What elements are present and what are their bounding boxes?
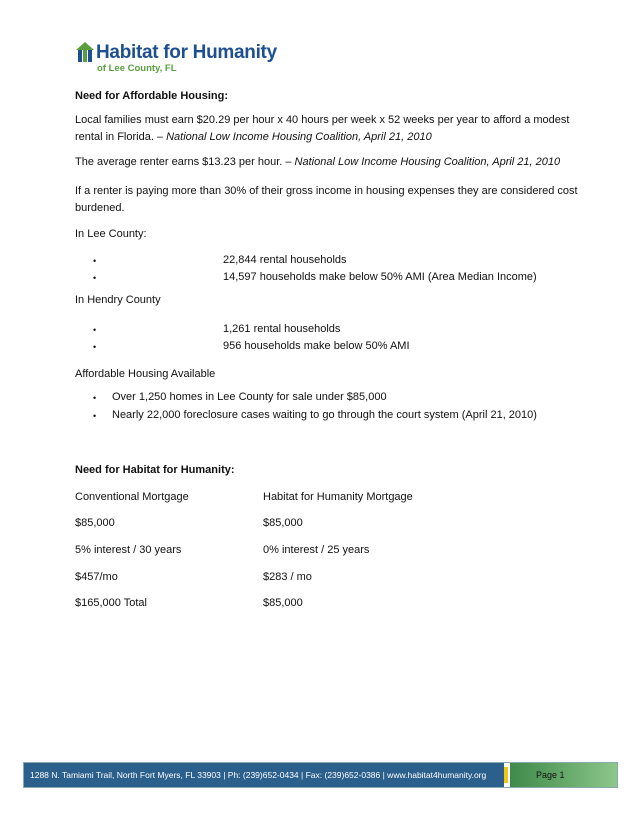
habitat-cell: $283 / mo — [263, 571, 312, 583]
lee-below-ami: 14,597 households make below 50% AMI (Area Median Income) — [223, 271, 537, 283]
page-number: Page 1 — [510, 763, 617, 787]
affordable-housing-heading: Need for Affordable Housing: — [75, 90, 228, 102]
earnings-citation: National Low Income Housing Coalition, April 21, 2010 — [166, 131, 432, 143]
bullet-icon: • — [93, 393, 97, 403]
earnings-text: rental in Florida. – — [75, 131, 167, 143]
bullet-icon: • — [93, 325, 97, 335]
habitat-cell: Habitat for Humanity Mortgage — [263, 491, 413, 503]
bullet-icon: • — [93, 342, 97, 352]
earnings-paragraph-line-2 — [75, 129, 432, 146]
lee-county-label: In Lee County: — [75, 228, 147, 240]
habitat-cell: $85,000 — [263, 517, 303, 529]
hendry-county-label: In Hendry County — [75, 294, 161, 306]
logo-sub-text: of Lee County, FL — [97, 63, 177, 74]
lee-rental-households: 22,844 rental households — [223, 254, 347, 266]
habitat-cell: 0% interest / 25 years — [263, 544, 370, 556]
conventional-cell: $165,000 Total — [75, 597, 147, 609]
bullet-icon: • — [93, 411, 97, 421]
house-logo-icon — [74, 40, 96, 64]
habitat-need-heading: Need for Habitat for Humanity: — [75, 464, 235, 476]
average-renter-citation: National Low Income Housing Coalition, April 21, 2010 — [294, 156, 561, 168]
footer-address: 1288 N. Tamiami Trail, North Fort Myers, FL 33903 | Ph: (239)652-0434 | Fax: (239)652-0386 | www.habitat4humanity.org — [24, 763, 504, 787]
hendry-rental-households: 1,261 rental households — [223, 323, 341, 335]
hendry-below-ami: 956 households make below 50% AMI — [223, 340, 410, 352]
habitat-logo — [74, 40, 277, 76]
earnings-paragraph-line-1: Local families must earn $20.29 per hour x 40 hours per week x 52 weeks per year to afford a modest — [75, 114, 570, 126]
conventional-cell: $85,000 — [75, 517, 115, 529]
bullet-icon: • — [93, 273, 97, 283]
foreclosure-cases: Nearly 22,000 foreclosure cases waiting to go through the court system (April 21, 2010) — [112, 409, 537, 421]
footer-separator — [504, 767, 508, 783]
cost-burden-paragraph-line-1: If a renter is paying more than 30% of their gross income in housing expenses they are considered cost — [75, 185, 578, 197]
page-footer — [23, 762, 618, 788]
affordable-available-label: Affordable Housing Available — [75, 368, 216, 380]
conventional-cell: $457/mo — [75, 571, 118, 583]
logo-brand-text: Habitat for Humanity — [96, 42, 277, 63]
conventional-cell: Conventional Mortgage — [75, 491, 189, 503]
average-renter-paragraph — [75, 154, 560, 171]
bullet-icon: • — [93, 256, 97, 266]
average-renter-text: The average renter earns $13.23 per hour. – — [75, 156, 295, 168]
habitat-cell: $85,000 — [263, 597, 303, 609]
homes-for-sale: Over 1,250 homes in Lee County for sale under $85,000 — [112, 391, 387, 403]
conventional-cell: 5% interest / 30 years — [75, 544, 182, 556]
cost-burden-paragraph-line-2: burdened. — [75, 202, 125, 214]
